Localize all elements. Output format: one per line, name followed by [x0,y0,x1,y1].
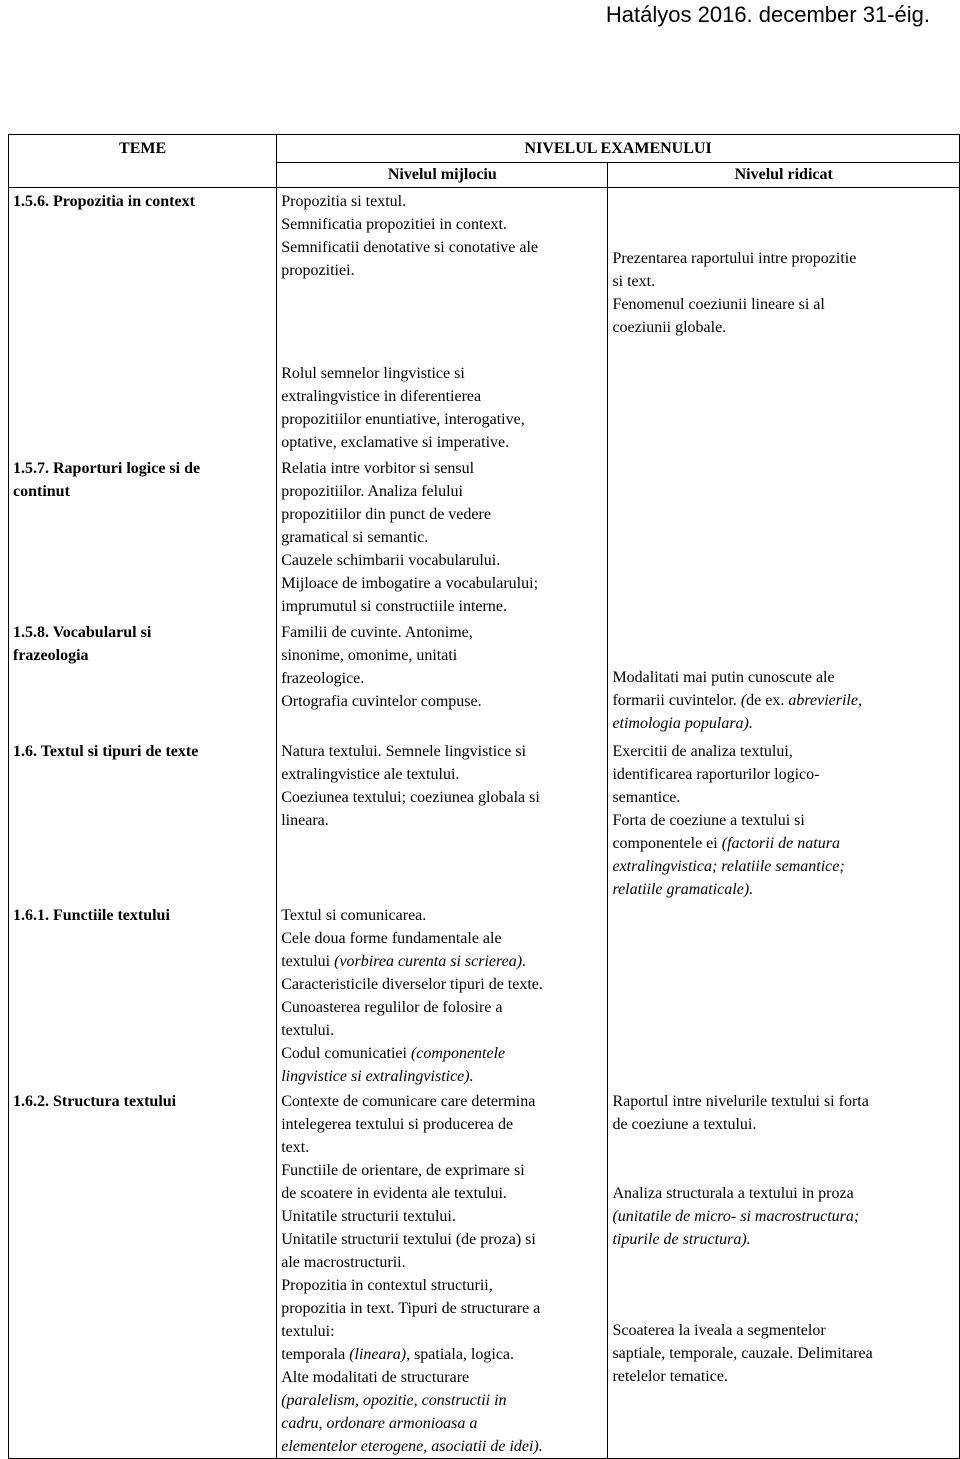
header-nivelul-examenului: NIVELUL EXAMENULUI [277,135,960,163]
mijlociu-line: Cunoasterea regulilor de folosire a [281,999,503,1016]
mijlociu-italic-text: (lineara) [349,1346,407,1363]
topic-1-5-7-line2: continut [13,483,70,500]
ridicat-line: semantice. [612,789,681,806]
mijlociu-line: Unitatile structurii textului (de proza) si [281,1231,536,1248]
ridicat-line: Prezentarea raportului intre propozitie [612,250,857,267]
teme-column [9,188,277,1459]
ridicat-line: Scoaterea la iveala a segmentelor [612,1322,826,1339]
ridicat-line: (unitatile de micro- si macrostructura; [612,1208,860,1225]
ridicat-line [612,689,955,712]
ridicat-line: extralingvistica; relatiile semantice; [612,858,845,875]
mijlociu-line [281,1343,603,1366]
mijlociu-block-6 [277,904,607,1088]
mijlociu-line: extralingvistice in diferentierea [281,388,482,405]
mijlociu-line: Semnificatii denotative si conotative ale [281,239,539,256]
mijlociu-column [277,188,608,1459]
ridicat-line: Forta de coeziune a textului si [612,812,805,829]
ridicat-line: de coeziune a textului. [612,1116,757,1133]
mijlociu-line: Mijloace de imbogatire a vocabularului; [281,575,539,592]
mijlociu-line: (paralelism, opozitie, constructii in [281,1392,507,1409]
mijlociu-line: Natura textului. Semnele lingvistice si [281,743,527,760]
ridicat-block-3 [608,740,959,901]
ridicat-line: retelelor tematice. [612,1368,728,1385]
ridicat-italic-text: ( [740,692,747,709]
mijlociu-text: textului [281,953,335,970]
mijlociu-line: Unitatile structurii textului. [281,1208,456,1225]
mijlociu-block-4 [277,621,607,713]
mijlociu-line: Cauzele schimbarii vocabularului. [281,552,501,569]
exam-topics-table [8,134,960,1459]
mijlociu-line: Contexte de comunicare care determina [281,1093,536,1110]
mijlociu-line: Familii de cuvinte. Antonime, [281,624,473,641]
mijlociu-line [281,950,603,973]
topic-1-5-8-line1: 1.5.8. Vocabularul si [13,624,152,641]
mijlociu-line: textului: [281,1323,335,1340]
header-teme: TEME [9,135,277,188]
ridicat-line: Fenomenul coeziunii lineare si al [612,296,825,313]
mijlociu-line: de scoatere in evidenta ale textului. [281,1185,507,1202]
mijlociu-line: lingvistice si extralingvistice). [281,1068,474,1085]
mijlociu-line: Ortografia cuvintelor compuse. [281,693,482,710]
mijlociu-line: Relatia intre vorbitor si sensul [281,460,475,477]
header-nivelul-ridicat: Nivelul ridicat [608,163,960,188]
mijlociu-text: temporala [281,1346,350,1363]
mijlociu-line: Caracteristicile diverselor tipuri de texte. [281,976,543,993]
mijlociu-line [281,1042,603,1065]
mijlociu-italic-text: (componentele [410,1045,506,1062]
mijlociu-line: text. [281,1139,310,1156]
mijlociu-block-1 [277,190,607,282]
mijlociu-line: intelegerea textului si producerea de [281,1116,514,1133]
mijlociu-line: Propozitia si textul. [281,193,407,210]
mijlociu-line: elementelor eterogene, asociatii de idei). [281,1438,543,1455]
ridicat-line: Modalitati mai putin cunoscute ale [612,669,835,686]
table-body-row [9,188,960,1459]
ridicat-text: de ex. [746,692,789,709]
mijlociu-line: ale macrostructurii. [281,1254,406,1271]
mijlociu-line: Cele doua forme fundamentale ale [281,930,502,947]
mijlociu-block-3 [277,457,607,618]
ridicat-block-4 [608,1090,959,1136]
mijlociu-line: propozitiilor din punct de vedere [281,506,491,523]
mijlociu-italic-text: (vorbirea curenta si scrierea). [334,953,527,970]
ridicat-line: si text. [612,273,656,290]
mijlociu-line: gramatical si semantic. [281,529,429,546]
topic-1-5-8-line2: frazeologia [13,647,89,664]
mijlociu-line: Alte modalitati de structurare [281,1369,470,1386]
mijlociu-line: optative, exclamative si imperative. [281,434,510,451]
ridicat-block-2 [608,666,959,735]
ridicat-italic-text: (factorii de natura [721,835,840,852]
topic-1-5-6: 1.5.6. Propozitia in context [13,193,195,210]
mijlociu-block-7 [277,1090,607,1458]
topic-1-5-7-line1: 1.5.7. Raporturi logice si de [13,460,201,477]
ridicat-line: Raportul intre nivelurile textului si forta [612,1093,869,1110]
mijlociu-text: Codul comunicatiei [281,1045,411,1062]
ridicat-line: coeziunii globale. [612,319,727,336]
topic-1-5-8 [9,621,276,667]
mijlociu-line: propozitiilor. Analiza felului [281,483,463,500]
validity-header: Hatályos 2016. december 31-éig. [605,2,930,27]
mijlociu-text: , spatiala, logica. [406,1346,515,1363]
ridicat-line: etimologia populara). [612,715,753,732]
ridicat-line: Analiza structurala a textului in proza [612,1185,854,1202]
mijlociu-block-5 [277,740,607,832]
mijlociu-block-2 [277,362,607,454]
mijlociu-line: frazeologice. [281,670,365,687]
mijlociu-line: propozitiilor enuntiative, interogative, [281,411,525,428]
mijlociu-line: Coeziunea textului; coeziunea globala si [281,789,540,806]
mijlociu-line: imprumutul si constructiile interne. [281,598,507,615]
ridicat-text: formarii cuvintelor. [612,692,741,709]
mijlociu-line: propozitiei. [281,262,355,279]
ridicat-line: saptiale, temporale, cauzale. Delimitarea [612,1345,873,1362]
topic-1-6-2: 1.6.2. Structura textului [13,1093,177,1110]
topic-1-6-1: 1.6.1. Functiile textului [13,907,170,924]
ridicat-column [608,188,960,1459]
table-header-row [9,135,960,163]
ridicat-line: tipurile de structura). [612,1231,751,1248]
mijlociu-line: Functiile de orientare, de exprimare si [281,1162,525,1179]
mijlociu-line: textului. [281,1022,335,1039]
ridicat-text: componentele ei [612,835,722,852]
header-nivelul-mijlociu: Nivelul mijlociu [277,163,608,188]
mijlociu-line: extralingvistice ale textului. [281,766,460,783]
mijlociu-line: Textul si comunicarea. [281,907,427,924]
mijlociu-line: lineara. [281,812,329,829]
mijlociu-line: propozitia in text. Tipuri de structurare a [281,1300,541,1317]
ridicat-line: relatiile gramaticale). [612,881,754,898]
ridicat-line: identificarea raporturilor logico- [612,766,820,783]
ridicat-block-5 [608,1182,959,1251]
mijlociu-line: Rolul semnelor lingvistice si [281,365,465,382]
topic-1-6: 1.6. Textul si tipuri de texte [13,743,199,760]
topic-1-5-7 [9,457,276,503]
ridicat-italic-text: abrevierile, [788,692,862,709]
ridicat-block-6 [608,1319,959,1388]
mijlociu-line: Propozitia in contextul structurii, [281,1277,493,1294]
ridicat-block-1 [608,247,959,339]
mijlociu-line: Semnificatia propozitiei in context. [281,216,507,233]
ridicat-line [612,832,955,855]
ridicat-line: Exercitii de analiza textului, [612,743,793,760]
mijlociu-line: cadru, ordonare armonioasa a [281,1415,478,1432]
mijlociu-line: sinonime, omonime, unitati [281,647,458,664]
